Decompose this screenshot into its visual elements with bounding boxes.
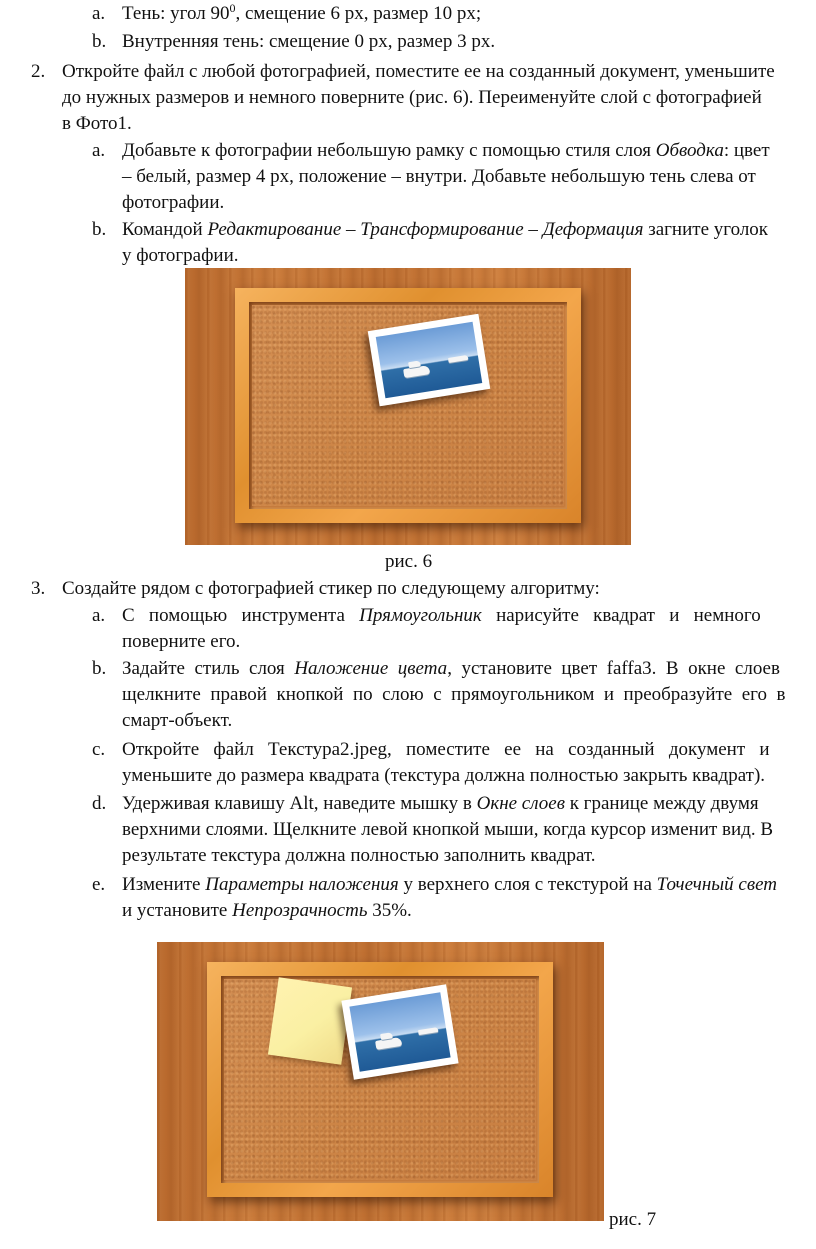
list-marker: 2.	[31, 61, 46, 82]
figure-6-image	[185, 268, 631, 545]
list-marker: b.	[92, 658, 107, 679]
list-marker: e.	[92, 874, 106, 895]
list-marker: 3.	[31, 578, 46, 599]
paragraph-line: – белый, размер 4 px, положение – внутри. Добавьте небольшую тень слева от	[122, 166, 756, 187]
list-marker: d.	[92, 793, 107, 814]
paragraph-line: Откройте файл Текстура2.jpeg, поместите ее на созданный документ и	[122, 739, 770, 760]
paragraph-line: до нужных размеров и немного поверните (рис. 6). Переименуйте слой с фотографией	[62, 87, 762, 108]
list-marker: b.	[92, 219, 107, 240]
photo-boats	[341, 984, 458, 1080]
paragraph-line: результате текстура должна полностью заполнить квадрат.	[122, 845, 596, 866]
paragraph-line: верхними слоями. Щелкните левой кнопкой мыши, когда курсор изменит вид. В	[122, 819, 774, 840]
paragraph-line: Откройте файл с любой фотографией, поместите ее на созданный документ, уменьшите	[62, 61, 775, 82]
boat	[375, 1037, 402, 1050]
paragraph-line: смарт-объект.	[122, 710, 233, 731]
list-marker: a.	[92, 3, 106, 24]
list-text: Тень: угол $90^0$, смещение 6 px, размер 10 px;	[122, 1, 482, 24]
paragraph-line: Командой Редактирование – Трансформирование – Деформация загните уголок	[122, 219, 769, 240]
paragraph-line: Задайте стиль слоя Наложение цвета, установите цвет faffa3. В окне слоев	[122, 658, 780, 679]
paragraph-line: фотографии.	[122, 192, 225, 213]
figure-caption: рис. 7	[609, 1209, 657, 1230]
boat	[403, 365, 430, 378]
boat	[448, 355, 469, 363]
paragraph-line: и установите Непрозрачность 35%.	[122, 900, 412, 921]
list-text: Внутренняя тень: смещение 0 px, размер 3 px.	[122, 31, 496, 52]
sticker-note	[268, 977, 352, 1065]
paragraph-line: Добавьте к фотографии небольшую рамку с помощью стиля слоя Обводка: цвет	[122, 140, 770, 161]
list-marker: b.	[92, 31, 107, 52]
paragraph-line: Измените Параметры наложения у верхнего слоя с текстурой на Точечный свет	[122, 874, 777, 895]
paragraph-line: поверните его.	[122, 631, 241, 652]
paragraph-line: С помощью инструмента Прямоугольник нарисуйте квадрат и немного	[122, 605, 761, 626]
figure-7-image	[157, 942, 604, 1221]
list-marker: a.	[92, 605, 106, 626]
paragraph-line: щелкните правой кнопкой по слою с прямоугольником и преобразуйте его в	[122, 684, 786, 705]
list-marker: a.	[92, 140, 106, 161]
figure-caption: рис. 6	[385, 551, 433, 572]
cork-board-frame	[235, 288, 581, 523]
paragraph-line: у фотографии.	[122, 245, 239, 266]
boat	[418, 1027, 439, 1035]
paragraph-line: в Фото1.	[62, 113, 132, 134]
paragraph-line: Создайте рядом с фотографией стикер по следующему алгоритму:	[62, 578, 600, 599]
list-marker: c.	[92, 739, 106, 760]
paragraph-line: Удерживая клавишу Alt, наведите мышку в Окне слоев к границе между двумя	[122, 793, 759, 814]
paragraph-line: уменьшите до размера квадрата (текстура должна полностью закрыть квадрат).	[122, 765, 766, 786]
